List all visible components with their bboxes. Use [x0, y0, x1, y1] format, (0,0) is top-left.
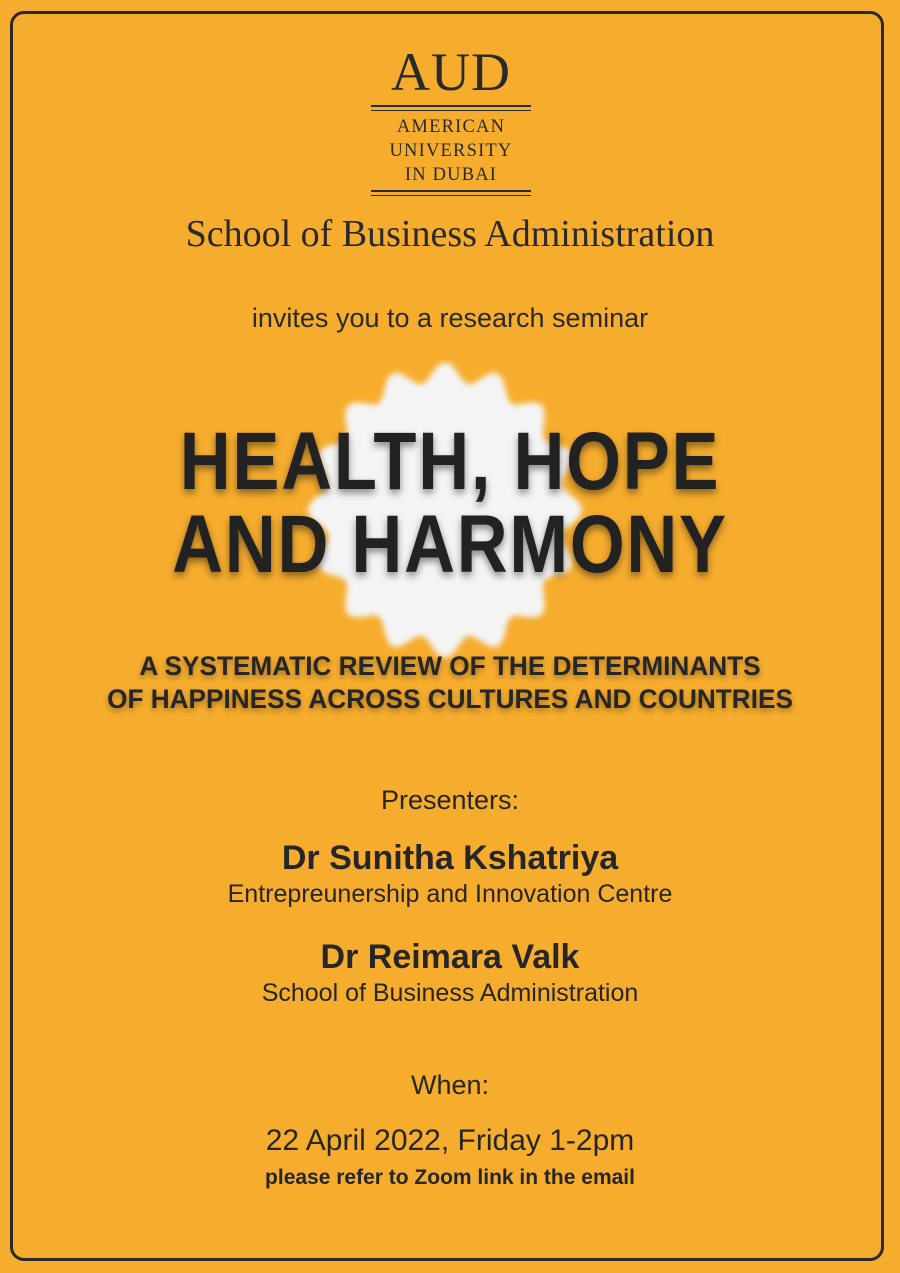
zoom-note: please refer to Zoom link in the email — [265, 1166, 635, 1189]
event-date: 22 April 2022, Friday 1-2pm — [265, 1124, 635, 1157]
school-name: School of Business Administration — [185, 213, 715, 255]
logo-line-3: IN DUBAI — [404, 165, 498, 185]
seminar-title — [63, 416, 837, 590]
subtitle-line-2: OF HAPPINESS ACROSS CULTURES AND COUNTRIES — [107, 684, 793, 714]
subtitle-line-1: A SYSTEMATIC REVIEW OF THE DETERMINANTS — [139, 651, 761, 681]
title-line-1: HEALTH, HOPE — [179, 416, 721, 507]
presenter-name-2: Dr Reimara Valk — [320, 938, 580, 976]
title-line-2: AND HARMONY — [172, 499, 728, 590]
invitation-text: invites you to a research seminar — [251, 303, 649, 333]
logo-mark: AUD — [391, 42, 511, 102]
presenter-affiliation-2: School of Business Administration — [261, 979, 639, 1007]
presenter-name-1: Dr Sunitha Kshatriya — [281, 839, 619, 877]
logo-line-1: AMERICAN — [396, 117, 506, 137]
aud-logo — [369, 42, 533, 200]
presenter-affiliation-1: Entrepreunership and Innovation Centre — [227, 880, 673, 908]
logo-rule-bottom — [371, 190, 531, 196]
logo-wordmark — [369, 115, 533, 187]
presenters-heading: Presenters: — [380, 785, 520, 815]
seminar-subtitle — [14, 650, 887, 716]
when-heading: When: — [410, 1070, 490, 1100]
logo-line-2: UNIVERSITY — [389, 141, 513, 161]
logo-rule-top — [371, 105, 531, 111]
